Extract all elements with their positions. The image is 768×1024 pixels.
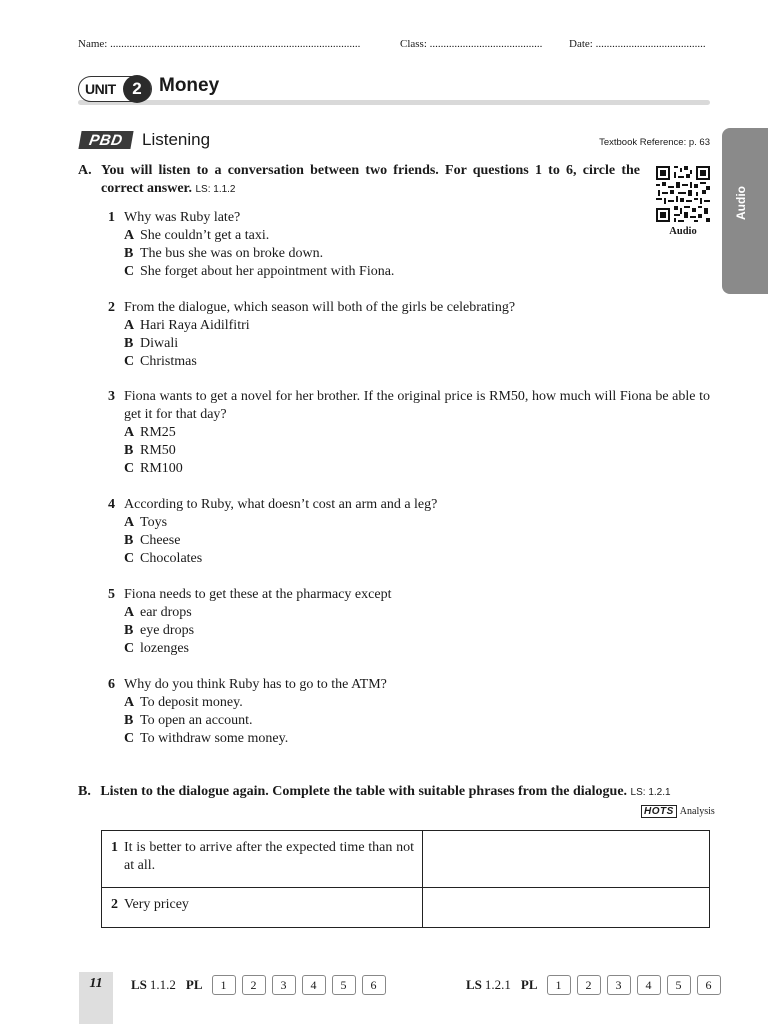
option-a[interactable]: A ear drops (124, 605, 192, 620)
footer-left-assessment (131, 975, 386, 995)
section-b-code: LS: 1.2.1 (630, 787, 671, 798)
option-c[interactable]: C lozenges (124, 641, 189, 656)
unit-underline (78, 100, 710, 105)
question-number: 5 (108, 587, 115, 602)
option-c[interactable]: C RM100 (124, 461, 183, 476)
row-number: 1 (111, 840, 118, 855)
name-field[interactable] (78, 38, 360, 50)
section-a-letter: A. (78, 163, 92, 178)
option-b[interactable]: B The bus she was on broke down. (124, 246, 324, 261)
pl-box-5[interactable]: 5 (667, 975, 691, 995)
pl-box-2[interactable]: 2 (577, 975, 601, 995)
hots-badge: HOTS (641, 805, 677, 818)
option-b[interactable]: B Cheese (124, 533, 181, 548)
table-cell-prompt (102, 831, 423, 888)
table-row (102, 888, 710, 928)
pl-box-1[interactable]: 1 (547, 975, 571, 995)
ls-label: LS (466, 977, 482, 992)
table-cell-prompt (102, 888, 423, 928)
answer-cell[interactable] (423, 831, 710, 888)
question-1 (108, 209, 710, 281)
section-b-letter: B. (78, 784, 91, 799)
question-number: 1 (108, 210, 115, 225)
class-field[interactable] (400, 38, 542, 50)
ls-label: LS (131, 977, 147, 992)
option-b[interactable]: B Diwali (124, 336, 179, 351)
option-c[interactable]: C She forget about her appointment with Fiona. (124, 264, 395, 279)
ls-code: 1.1.2 (149, 977, 176, 992)
footer-right-assessment (466, 975, 721, 995)
option-b[interactable]: B RM50 (124, 443, 176, 458)
ls-code: 1.2.1 (484, 977, 511, 992)
question-stem: Fiona needs to get these at the pharmacy except (124, 587, 392, 602)
question-2 (108, 299, 710, 371)
name-label: Name: (78, 38, 108, 50)
option-a[interactable]: A RM25 (124, 425, 176, 440)
question-3 (108, 388, 710, 478)
row-number: 2 (111, 897, 118, 912)
pl-label: PL (520, 977, 538, 992)
section-a-code: LS: 1.1.2 (195, 184, 236, 195)
question-4 (108, 496, 710, 568)
audio-side-tab[interactable] (722, 128, 768, 294)
option-a[interactable]: A Toys (124, 515, 168, 530)
page-number: 11 (89, 976, 103, 991)
question-stem: Fiona wants to get a novel for her brother. If the original price is RM50, how much will Fiona be able to get it for that day? (124, 389, 710, 422)
textbook-reference: Textbook Reference: p. 63 (599, 137, 710, 148)
option-b[interactable]: B To open an account. (124, 713, 253, 728)
question-number: 3 (108, 389, 115, 404)
question-5 (108, 586, 710, 658)
option-b[interactable]: B eye drops (124, 623, 195, 638)
unit-number: 2 (123, 75, 151, 103)
pbd-label: PBD (87, 131, 125, 149)
unit-label: UNIT (85, 81, 116, 97)
pl-box-2[interactable]: 2 (242, 975, 266, 995)
section-b-instruction (78, 784, 671, 800)
section-a-text: You will listen to a conversation between two friends. For questions 1 to 6, circle the correct answer. (101, 163, 640, 196)
question-number: 4 (108, 497, 115, 512)
date-field[interactable] (569, 38, 706, 50)
pl-box-6[interactable]: 6 (362, 975, 386, 995)
pl-box-4[interactable]: 4 (302, 975, 326, 995)
pl-box-4[interactable]: 4 (637, 975, 661, 995)
question-stem: According to Ruby, what doesn’t cost an arm and a leg? (124, 497, 438, 512)
phrases-table (101, 830, 710, 928)
question-6 (108, 676, 710, 748)
section-a-instruction (78, 162, 640, 199)
pbd-badge (78, 131, 133, 149)
option-c[interactable]: C Christmas (124, 354, 197, 369)
hots-label: Analysis (679, 806, 715, 817)
class-label: Class: (400, 38, 427, 50)
section-b-text: Listen to the dialogue again. Complete the table with suitable phrases from the dialogue. (100, 784, 628, 799)
table-row (102, 831, 710, 888)
unit-badge (78, 76, 152, 102)
unit-title: Money (159, 75, 220, 96)
question-stem: Why do you think Ruby has to go to the ATM? (124, 677, 387, 692)
hots-tag (641, 805, 715, 818)
row-text: Very pricey (124, 897, 189, 912)
answer-cell[interactable] (423, 888, 710, 928)
date-dots: ........................................ (595, 38, 706, 50)
option-a[interactable]: A She couldn’t get a taxi. (124, 228, 270, 243)
option-c[interactable]: C Chocolates (124, 551, 203, 566)
class-dots: ......................................... (429, 38, 543, 50)
date-label: Date: (569, 38, 593, 50)
qr-label: Audio (669, 226, 697, 237)
side-tab-label: Audio (734, 186, 748, 220)
option-a[interactable]: A To deposit money. (124, 695, 243, 710)
option-a[interactable]: A Hari Raya Aidilfitri (124, 318, 250, 333)
question-stem: From the dialogue, which season will both of the girls be celebrating? (124, 300, 516, 315)
row-text: It is better to arrive after the expected time than not at all. (124, 840, 414, 873)
name-dots: ........................................................................................... (110, 38, 361, 50)
question-number: 2 (108, 300, 115, 315)
question-number: 6 (108, 677, 115, 692)
option-c[interactable]: C To withdraw some money. (124, 731, 289, 746)
pl-box-5[interactable]: 5 (332, 975, 356, 995)
pl-box-6[interactable]: 6 (697, 975, 721, 995)
pl-box-1[interactable]: 1 (212, 975, 236, 995)
pl-box-3[interactable]: 3 (272, 975, 296, 995)
question-stem: Why was Ruby late? (124, 210, 241, 225)
pl-label: PL (185, 977, 203, 992)
pl-box-3[interactable]: 3 (607, 975, 631, 995)
section-title: Listening (142, 130, 211, 149)
